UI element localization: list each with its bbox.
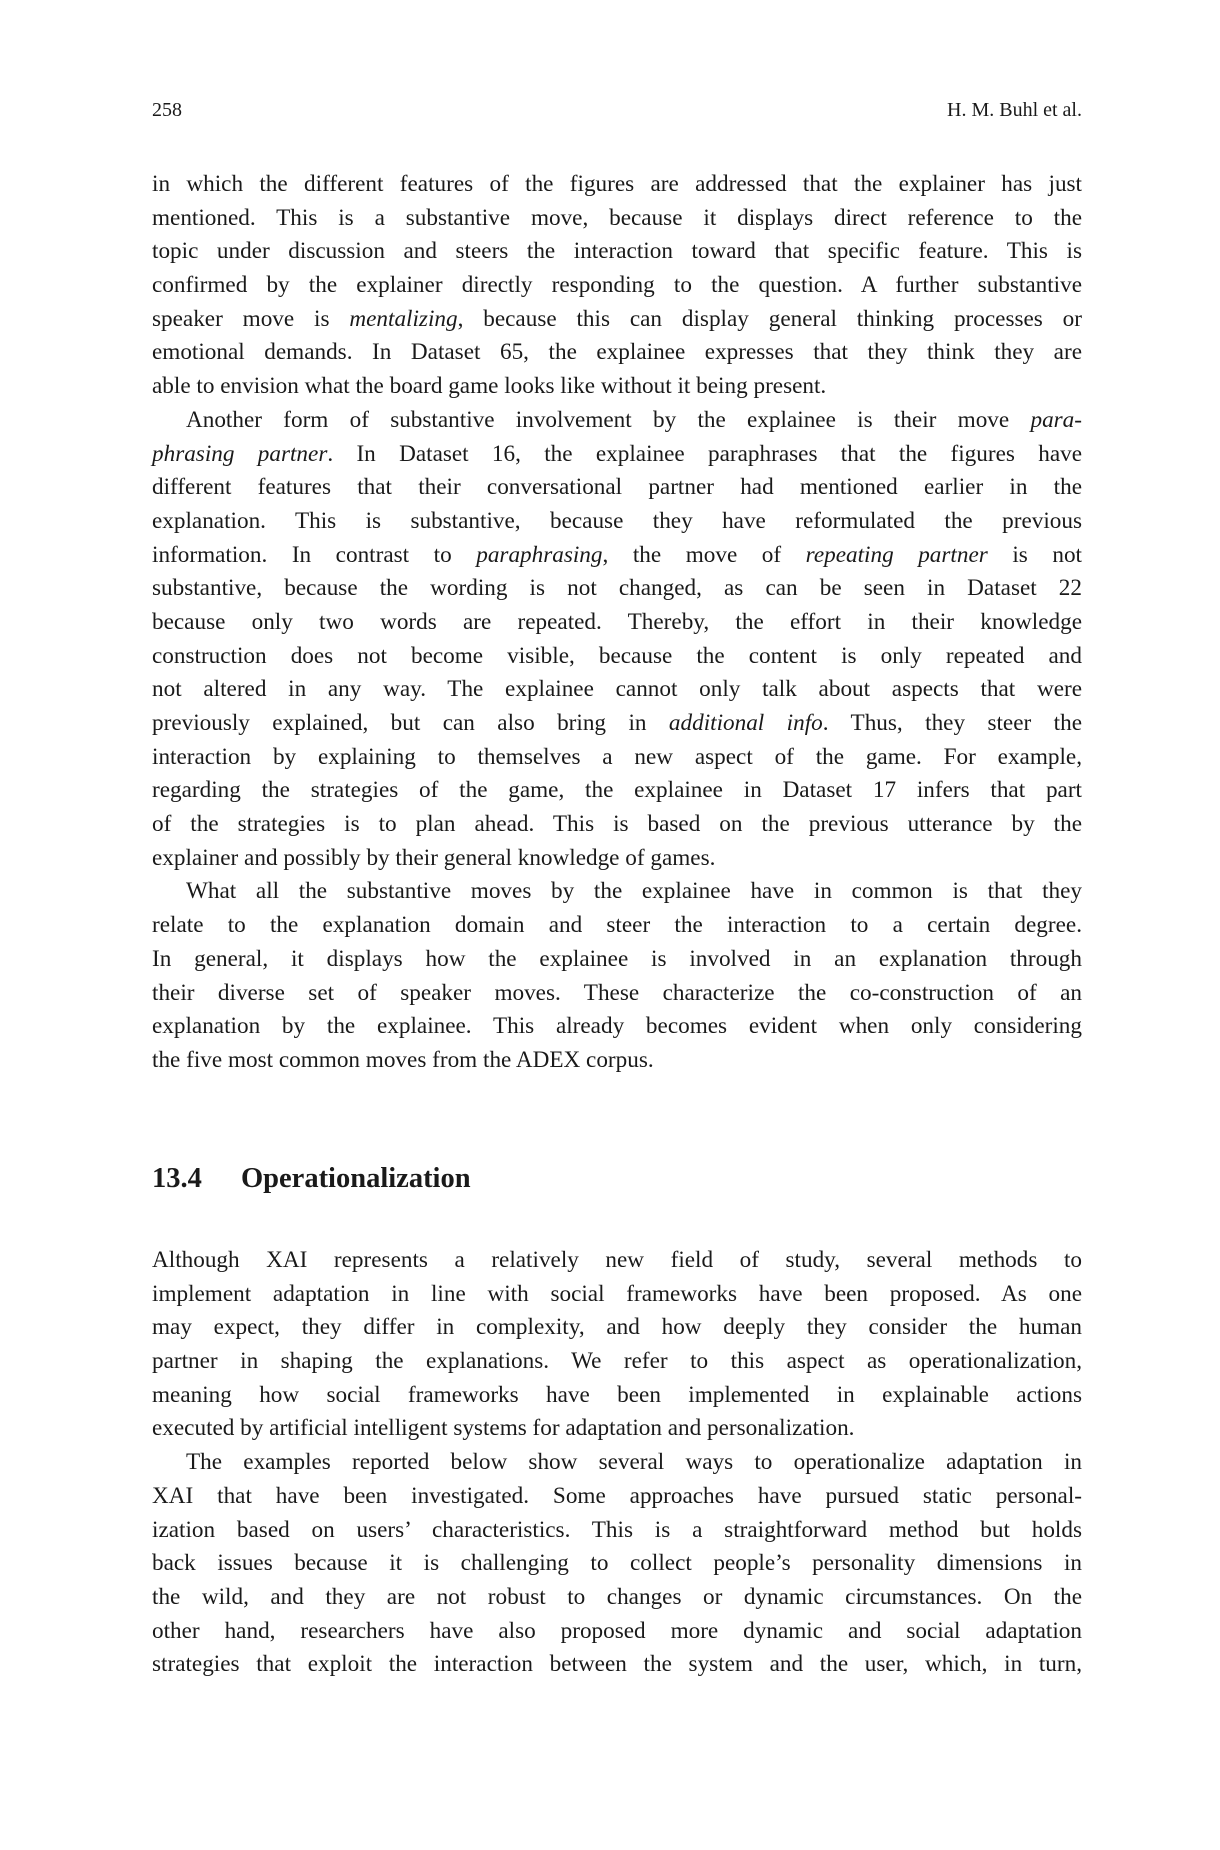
- text-segment: emotional demands. In Dataset 65, the explainee expresses that they think they are: [152, 339, 1082, 366]
- text-line: [152, 1278, 1082, 1312]
- text-segment: not altered in any way. The explainee cannot only talk about aspects that were: [152, 676, 1082, 703]
- text-line: [152, 404, 1082, 438]
- text-line: [152, 673, 1082, 707]
- section-title: Operationalization: [241, 1163, 471, 1194]
- text-line: [152, 1044, 1082, 1078]
- text-line: [152, 1345, 1082, 1379]
- text-line: [152, 505, 1082, 539]
- text-line: [152, 269, 1082, 303]
- text-line: [152, 303, 1082, 337]
- text-segment: relate to the explanation domain and steer the interaction to a certain degree.: [152, 912, 1082, 939]
- text-segment: is not: [987, 541, 1082, 568]
- text-segment: . In Dataset 16, the explainee paraphrases that the figures have: [327, 440, 1082, 467]
- text-segment: ization based on users’ characteristics. This is a straightforward method but holds: [152, 1516, 1082, 1543]
- text-line: [152, 977, 1082, 1011]
- text-segment: topic under discussion and steers the interaction toward that specific feature. This is: [152, 238, 1082, 265]
- text-line: [152, 1480, 1082, 1514]
- text-line: [152, 202, 1082, 236]
- text-segment: speaker move is: [152, 305, 350, 332]
- text-segment: explanation by the explainee. This already becomes evident when only considering: [152, 1013, 1082, 1040]
- text-segment: partner in shaping the explanations. We refer to this aspect as operationalization,: [152, 1348, 1082, 1375]
- text-segment: previously explained, but can also bring in: [152, 710, 669, 736]
- text-segment: executed by artificial intelligent systems for adaptation and personalization.: [152, 1415, 855, 1442]
- text-segment: their diverse set of speaker moves. These characterize the co-construction of an: [152, 979, 1082, 1006]
- text-segment: information. In contrast to: [152, 541, 477, 568]
- text-line: [152, 707, 1082, 741]
- text-line: [152, 606, 1082, 640]
- text-line: [152, 168, 1082, 202]
- text-line: [152, 640, 1082, 674]
- text-segment: XAI that have been investigated. Some approaches have pursued static personal-: [152, 1482, 1082, 1509]
- text-line: [152, 235, 1082, 269]
- text-line: [152, 1412, 1082, 1446]
- body-text-block-1: [152, 168, 1082, 1078]
- section-heading: [152, 1163, 471, 1195]
- text-segment: In general, it displays how the explainee is involved in an explanation through: [152, 945, 1082, 972]
- text-line: [152, 774, 1082, 808]
- text-segment: because only two words are repeated. Thereby, the effort in their knowledge: [152, 608, 1082, 635]
- text-segment: explainer and possibly by their general knowledge of games.: [152, 844, 716, 871]
- text-segment: confirmed by the explainer directly responding to the question. A further substantive: [152, 272, 1082, 299]
- text-segment: back issues because it is challenging to collect people’s personality dimensions in: [152, 1550, 1082, 1577]
- text-line: [152, 539, 1082, 573]
- text-segment: regarding the strategies of the game, the explainee in Dataset 17 infers that part: [152, 777, 1082, 804]
- text-line: [152, 1615, 1082, 1649]
- text-line: [152, 1379, 1082, 1413]
- text-segment: the wild, and they are not robust to changes or dynamic circumstances. On the: [152, 1583, 1082, 1610]
- text-line: [152, 875, 1082, 909]
- text-segment: , the move of: [602, 541, 806, 568]
- text-line: [152, 1514, 1082, 1548]
- italic-term: repeating partner: [805, 541, 988, 568]
- text-segment: interaction by explaining to themselves a new aspect of the game. For example,: [152, 743, 1082, 770]
- text-line: [152, 808, 1082, 842]
- text-segment: of the strategies is to plan ahead. This is based on the previous utterance by the: [152, 811, 1082, 838]
- text-segment: other hand, researchers have also proposed more dynamic and social adaptation: [152, 1617, 1082, 1644]
- text-segment: Another form of substantive involvement by the explainee is their move: [186, 406, 1031, 433]
- text-segment: Although XAI represents a relatively new field of study, several methods to: [152, 1247, 1082, 1273]
- running-head: H. M. Buhl et al.: [947, 99, 1082, 121]
- italic-term: phrasing partner: [152, 440, 328, 467]
- text-segment: , because this can display general thinking processes or: [457, 305, 1082, 332]
- body-text-block-2: [152, 1244, 1082, 1682]
- text-line: [152, 1547, 1082, 1581]
- page-number: 258: [152, 99, 182, 121]
- text-segment: mentioned. This is a substantive move, because it displays direct reference to the: [152, 204, 1082, 231]
- text-segment: different features that their conversational partner had mentioned earlier in the: [152, 474, 1082, 501]
- text-segment: construction does not become visible, because the content is only repeated and: [152, 642, 1082, 669]
- text-line: [152, 1010, 1082, 1044]
- text-segment: in which the different features of the figures are addressed that the explainer has just: [152, 171, 1082, 197]
- section-number: 13.4: [152, 1163, 202, 1194]
- text-line: [152, 1311, 1082, 1345]
- text-segment: substantive, because the wording is not changed, as can be seen in Dataset 22: [152, 575, 1082, 602]
- text-line: [152, 336, 1082, 370]
- text-segment: implement adaptation in line with social frameworks have been proposed. As one: [152, 1280, 1082, 1307]
- text-line: [152, 572, 1082, 606]
- text-segment: . Thus, they steer the: [822, 710, 1082, 736]
- text-segment: explanation. This is substantive, because they have reformulated the previous: [152, 507, 1082, 534]
- text-line: [152, 741, 1082, 775]
- italic-term: additional info: [668, 710, 823, 736]
- text-line: [152, 1648, 1082, 1682]
- text-line: [152, 471, 1082, 505]
- text-segment: may expect, they differ in complexity, and how deeply they consider the human: [152, 1314, 1082, 1341]
- text-segment: meaning how social frameworks have been implemented in explainable actions: [152, 1381, 1082, 1408]
- text-line: [152, 1244, 1082, 1278]
- text-line: [152, 943, 1082, 977]
- text-line: [152, 370, 1082, 404]
- text-line: [152, 1446, 1082, 1480]
- text-line: [152, 909, 1082, 943]
- italic-term: mentalizing: [349, 305, 458, 332]
- text-line: [152, 842, 1082, 876]
- text-line: [152, 438, 1082, 472]
- italic-term: para-: [1030, 406, 1082, 433]
- text-segment: What all the substantive moves by the explainee have in common is that they: [186, 878, 1082, 905]
- text-segment: The examples reported below show several ways to operationalize adaptation in: [186, 1449, 1082, 1476]
- text-segment: able to envision what the board game looks like without it being present.: [152, 373, 827, 400]
- italic-term: paraphrasing: [476, 541, 603, 568]
- text-segment: the five most common moves from the ADEX corpus.: [152, 1046, 654, 1073]
- text-line: [152, 1581, 1082, 1615]
- text-segment: strategies that exploit the interaction between the system and the user, which, in turn,: [152, 1651, 1082, 1678]
